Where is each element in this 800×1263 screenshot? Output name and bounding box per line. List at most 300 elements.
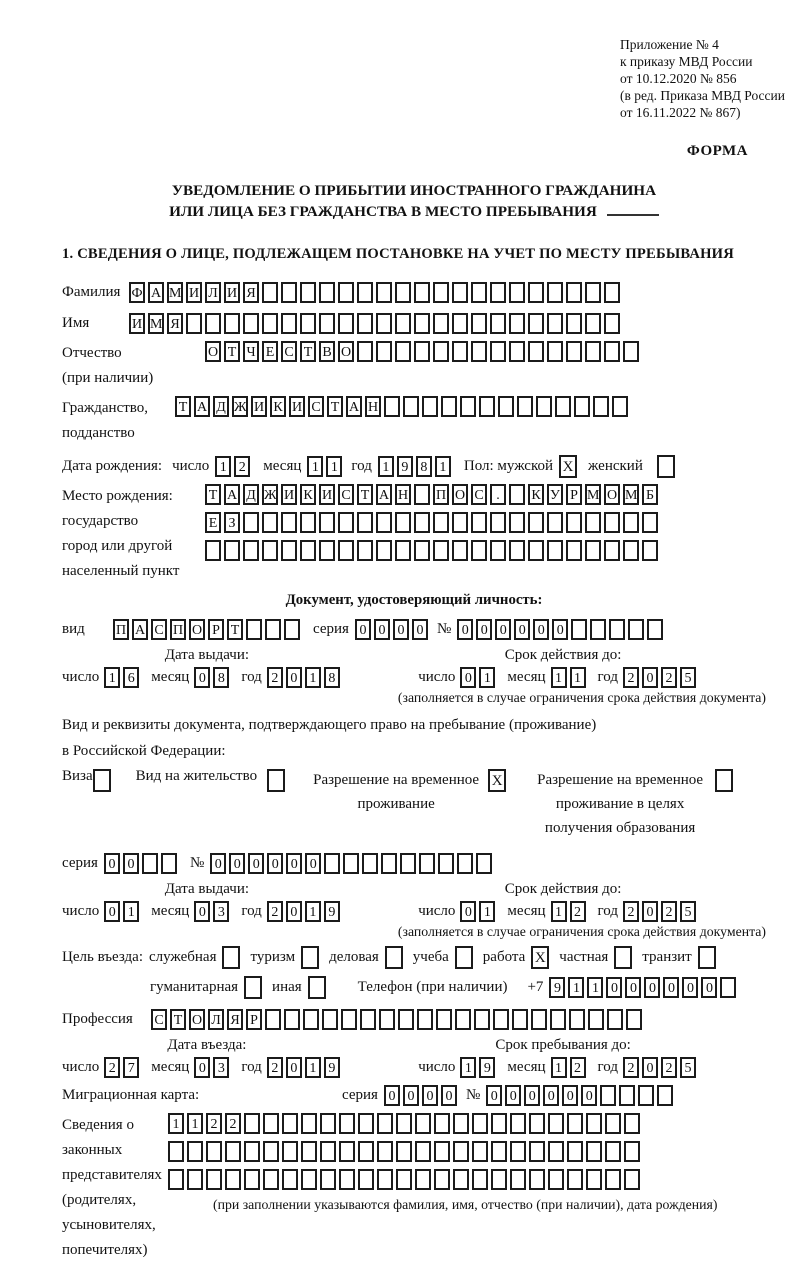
char-box[interactable] bbox=[395, 540, 411, 561]
char-box[interactable]: С bbox=[308, 396, 324, 417]
char-box[interactable] bbox=[142, 853, 158, 874]
char-box[interactable] bbox=[452, 341, 468, 362]
char-box[interactable] bbox=[453, 1169, 469, 1190]
char-box[interactable] bbox=[417, 1009, 433, 1030]
char-box[interactable]: 1 bbox=[435, 456, 451, 477]
char-box[interactable] bbox=[605, 1113, 621, 1134]
char-box[interactable]: 3 bbox=[213, 901, 229, 922]
char-box[interactable]: Ж bbox=[262, 484, 278, 505]
char-box[interactable]: М bbox=[585, 484, 601, 505]
char-box[interactable] bbox=[548, 1141, 564, 1162]
char-box[interactable]: Е bbox=[262, 341, 278, 362]
char-box[interactable]: 9 bbox=[324, 901, 340, 922]
birth-year-cells[interactable] bbox=[378, 456, 454, 477]
char-box[interactable]: 9 bbox=[397, 456, 413, 477]
char-box[interactable]: 0 bbox=[495, 619, 511, 640]
char-box[interactable]: Т bbox=[227, 619, 243, 640]
char-box[interactable] bbox=[301, 1113, 317, 1134]
char-box[interactable] bbox=[588, 1009, 604, 1030]
char-box[interactable] bbox=[491, 1141, 507, 1162]
char-box[interactable]: 1 bbox=[568, 977, 584, 998]
char-box[interactable] bbox=[284, 1009, 300, 1030]
char-box[interactable] bbox=[376, 313, 392, 334]
char-box[interactable] bbox=[624, 1141, 640, 1162]
char-box[interactable] bbox=[547, 512, 563, 533]
char-box[interactable]: 1 bbox=[551, 667, 567, 688]
char-box[interactable]: 1 bbox=[307, 456, 323, 477]
char-box[interactable]: Т bbox=[300, 341, 316, 362]
residence-permit-checkbox[interactable] bbox=[267, 769, 285, 792]
char-box[interactable] bbox=[303, 1009, 319, 1030]
char-box[interactable]: Л bbox=[208, 1009, 224, 1030]
char-box[interactable] bbox=[471, 313, 487, 334]
char-box[interactable] bbox=[322, 1009, 338, 1030]
char-box[interactable] bbox=[604, 512, 620, 533]
citizenship-cells[interactable] bbox=[175, 396, 631, 417]
char-box[interactable]: А bbox=[346, 396, 362, 417]
char-box[interactable] bbox=[604, 341, 620, 362]
char-box[interactable]: 5 bbox=[680, 901, 696, 922]
char-box[interactable] bbox=[419, 853, 435, 874]
char-box[interactable]: 0 bbox=[524, 1085, 540, 1106]
char-box[interactable]: 1 bbox=[305, 901, 321, 922]
char-box[interactable]: 0 bbox=[701, 977, 717, 998]
char-box[interactable]: О bbox=[604, 484, 620, 505]
char-box[interactable]: 0 bbox=[210, 853, 226, 874]
char-box[interactable]: 1 bbox=[215, 456, 231, 477]
char-box[interactable]: 0 bbox=[286, 853, 302, 874]
char-box[interactable] bbox=[396, 1141, 412, 1162]
char-box[interactable]: К bbox=[528, 484, 544, 505]
char-box[interactable]: Е bbox=[205, 512, 221, 533]
char-box[interactable]: А bbox=[148, 282, 164, 303]
char-box[interactable]: А bbox=[132, 619, 148, 640]
residence-issue-year-cells[interactable] bbox=[267, 901, 343, 922]
char-box[interactable] bbox=[301, 1169, 317, 1190]
char-box[interactable] bbox=[377, 1169, 393, 1190]
char-box[interactable]: О bbox=[205, 341, 221, 362]
char-box[interactable] bbox=[187, 1141, 203, 1162]
char-box[interactable] bbox=[623, 512, 639, 533]
char-box[interactable] bbox=[282, 1141, 298, 1162]
char-box[interactable] bbox=[414, 341, 430, 362]
residence-series-cells[interactable] bbox=[104, 853, 180, 874]
char-box[interactable]: 1 bbox=[460, 1057, 476, 1078]
char-box[interactable] bbox=[586, 1141, 602, 1162]
purpose-private-checkbox[interactable] bbox=[614, 946, 632, 969]
char-box[interactable]: В bbox=[319, 341, 335, 362]
char-box[interactable] bbox=[455, 1009, 471, 1030]
char-box[interactable]: 2 bbox=[570, 1057, 586, 1078]
representatives-row1-cells[interactable] bbox=[168, 1113, 717, 1134]
char-box[interactable] bbox=[528, 341, 544, 362]
char-box[interactable] bbox=[243, 540, 259, 561]
char-box[interactable]: 1 bbox=[570, 667, 586, 688]
char-box[interactable]: 2 bbox=[267, 901, 283, 922]
char-box[interactable]: 3 bbox=[213, 1057, 229, 1078]
char-box[interactable] bbox=[472, 1169, 488, 1190]
char-box[interactable]: 0 bbox=[194, 1057, 210, 1078]
char-box[interactable] bbox=[246, 619, 262, 640]
char-box[interactable] bbox=[529, 1169, 545, 1190]
char-box[interactable] bbox=[555, 396, 571, 417]
char-box[interactable]: 0 bbox=[229, 853, 245, 874]
char-box[interactable] bbox=[626, 1009, 642, 1030]
char-box[interactable] bbox=[422, 396, 438, 417]
char-box[interactable]: 2 bbox=[661, 667, 677, 688]
char-box[interactable] bbox=[471, 512, 487, 533]
char-box[interactable]: . bbox=[490, 484, 506, 505]
profession-cells[interactable] bbox=[151, 1009, 645, 1030]
char-box[interactable] bbox=[358, 1169, 374, 1190]
char-box[interactable]: 1 bbox=[479, 667, 495, 688]
char-box[interactable] bbox=[567, 1169, 583, 1190]
birthplace-row1-cells[interactable] bbox=[205, 484, 661, 505]
char-box[interactable] bbox=[381, 853, 397, 874]
issue-day-cells[interactable] bbox=[104, 667, 142, 688]
char-box[interactable]: 1 bbox=[551, 901, 567, 922]
char-box[interactable] bbox=[604, 313, 620, 334]
char-box[interactable]: 0 bbox=[682, 977, 698, 998]
char-box[interactable]: 0 bbox=[505, 1085, 521, 1106]
char-box[interactable] bbox=[528, 540, 544, 561]
purpose-work-checkbox[interactable]: X bbox=[531, 946, 549, 969]
residence-issue-day-cells[interactable] bbox=[104, 901, 142, 922]
char-box[interactable] bbox=[509, 282, 525, 303]
char-box[interactable] bbox=[282, 1169, 298, 1190]
char-box[interactable] bbox=[262, 313, 278, 334]
char-box[interactable]: 0 bbox=[533, 619, 549, 640]
char-box[interactable] bbox=[376, 512, 392, 533]
char-box[interactable] bbox=[452, 282, 468, 303]
char-box[interactable] bbox=[433, 313, 449, 334]
migration-number-cells[interactable] bbox=[486, 1085, 676, 1106]
char-box[interactable]: 0 bbox=[403, 1085, 419, 1106]
char-box[interactable]: 2 bbox=[623, 667, 639, 688]
patronymic-cells[interactable] bbox=[205, 341, 642, 362]
char-box[interactable] bbox=[357, 282, 373, 303]
char-box[interactable]: 8 bbox=[213, 667, 229, 688]
char-box[interactable] bbox=[441, 396, 457, 417]
char-box[interactable] bbox=[647, 619, 663, 640]
char-box[interactable] bbox=[301, 1141, 317, 1162]
char-box[interactable] bbox=[490, 313, 506, 334]
char-box[interactable] bbox=[319, 282, 335, 303]
char-box[interactable] bbox=[471, 341, 487, 362]
char-box[interactable] bbox=[414, 512, 430, 533]
char-box[interactable]: И bbox=[186, 282, 202, 303]
char-box[interactable] bbox=[474, 1009, 490, 1030]
char-box[interactable] bbox=[262, 512, 278, 533]
char-box[interactable]: Я bbox=[243, 282, 259, 303]
char-box[interactable] bbox=[168, 1141, 184, 1162]
char-box[interactable]: Д bbox=[243, 484, 259, 505]
valid-month-cells[interactable] bbox=[551, 667, 589, 688]
char-box[interactable]: 1 bbox=[479, 901, 495, 922]
char-box[interactable] bbox=[338, 313, 354, 334]
char-box[interactable] bbox=[604, 540, 620, 561]
char-box[interactable] bbox=[585, 341, 601, 362]
char-box[interactable]: 0 bbox=[642, 1057, 658, 1078]
entry-year-cells[interactable] bbox=[267, 1057, 343, 1078]
char-box[interactable] bbox=[547, 313, 563, 334]
char-box[interactable] bbox=[657, 1085, 673, 1106]
char-box[interactable] bbox=[414, 484, 430, 505]
char-box[interactable] bbox=[490, 540, 506, 561]
char-box[interactable]: 1 bbox=[168, 1113, 184, 1134]
temp-residence-edu-checkbox[interactable] bbox=[715, 769, 733, 792]
char-box[interactable]: Н bbox=[365, 396, 381, 417]
char-box[interactable] bbox=[438, 853, 454, 874]
char-box[interactable]: 0 bbox=[123, 853, 139, 874]
purpose-humanitarian-checkbox[interactable] bbox=[244, 976, 262, 999]
char-box[interactable] bbox=[600, 1085, 616, 1106]
char-box[interactable]: 6 bbox=[123, 667, 139, 688]
char-box[interactable] bbox=[434, 1113, 450, 1134]
char-box[interactable] bbox=[567, 1141, 583, 1162]
char-box[interactable]: 0 bbox=[562, 1085, 578, 1106]
char-box[interactable] bbox=[320, 1113, 336, 1134]
char-box[interactable] bbox=[453, 1141, 469, 1162]
char-box[interactable] bbox=[569, 1009, 585, 1030]
char-box[interactable] bbox=[224, 540, 240, 561]
char-box[interactable] bbox=[612, 396, 628, 417]
purpose-official-checkbox[interactable] bbox=[222, 946, 240, 969]
char-box[interactable]: 0 bbox=[441, 1085, 457, 1106]
char-box[interactable] bbox=[243, 313, 259, 334]
char-box[interactable]: 1 bbox=[187, 1113, 203, 1134]
char-box[interactable] bbox=[339, 1141, 355, 1162]
char-box[interactable]: 0 bbox=[194, 667, 210, 688]
char-box[interactable] bbox=[609, 619, 625, 640]
female-checkbox[interactable] bbox=[657, 455, 675, 478]
char-box[interactable] bbox=[281, 282, 297, 303]
char-box[interactable] bbox=[415, 1141, 431, 1162]
char-box[interactable] bbox=[472, 1113, 488, 1134]
purpose-tourism-checkbox[interactable] bbox=[301, 946, 319, 969]
char-box[interactable] bbox=[476, 853, 492, 874]
char-box[interactable]: М bbox=[623, 484, 639, 505]
char-box[interactable] bbox=[490, 512, 506, 533]
surname-cells[interactable] bbox=[129, 282, 623, 303]
char-box[interactable]: 2 bbox=[623, 1057, 639, 1078]
char-box[interactable]: И bbox=[251, 396, 267, 417]
firstname-cells[interactable] bbox=[129, 313, 623, 334]
char-box[interactable]: 0 bbox=[460, 901, 476, 922]
char-box[interactable]: 0 bbox=[286, 1057, 302, 1078]
char-box[interactable] bbox=[471, 540, 487, 561]
char-box[interactable]: 2 bbox=[104, 1057, 120, 1078]
char-box[interactable] bbox=[433, 512, 449, 533]
char-box[interactable] bbox=[358, 1113, 374, 1134]
char-box[interactable] bbox=[517, 396, 533, 417]
char-box[interactable]: 2 bbox=[267, 1057, 283, 1078]
char-box[interactable]: С bbox=[151, 1009, 167, 1030]
entry-month-cells[interactable] bbox=[194, 1057, 232, 1078]
char-box[interactable] bbox=[186, 313, 202, 334]
char-box[interactable]: 0 bbox=[104, 853, 120, 874]
stay-year-cells[interactable] bbox=[623, 1057, 699, 1078]
char-box[interactable] bbox=[509, 484, 525, 505]
char-box[interactable]: 0 bbox=[422, 1085, 438, 1106]
char-box[interactable]: С bbox=[281, 341, 297, 362]
char-box[interactable]: 0 bbox=[625, 977, 641, 998]
representatives-row3-cells[interactable] bbox=[168, 1169, 717, 1190]
char-box[interactable]: 0 bbox=[644, 977, 660, 998]
char-box[interactable] bbox=[324, 853, 340, 874]
char-box[interactable]: 9 bbox=[479, 1057, 495, 1078]
valid-day-cells[interactable] bbox=[460, 667, 498, 688]
char-box[interactable] bbox=[339, 1113, 355, 1134]
char-box[interactable]: 8 bbox=[416, 456, 432, 477]
stay-month-cells[interactable] bbox=[551, 1057, 589, 1078]
char-box[interactable] bbox=[376, 540, 392, 561]
char-box[interactable] bbox=[263, 1113, 279, 1134]
char-box[interactable] bbox=[262, 282, 278, 303]
valid-year-cells[interactable] bbox=[623, 667, 699, 688]
char-box[interactable] bbox=[460, 396, 476, 417]
char-box[interactable] bbox=[624, 1113, 640, 1134]
char-box[interactable] bbox=[384, 396, 400, 417]
char-box[interactable] bbox=[457, 853, 473, 874]
char-box[interactable]: 0 bbox=[581, 1085, 597, 1106]
char-box[interactable]: 1 bbox=[378, 456, 394, 477]
issue-month-cells[interactable] bbox=[194, 667, 232, 688]
char-box[interactable] bbox=[281, 313, 297, 334]
char-box[interactable]: О bbox=[189, 1009, 205, 1030]
char-box[interactable]: 0 bbox=[514, 619, 530, 640]
char-box[interactable]: 1 bbox=[551, 1057, 567, 1078]
char-box[interactable]: 2 bbox=[267, 667, 283, 688]
char-box[interactable]: С bbox=[471, 484, 487, 505]
residence-valid-day-cells[interactable] bbox=[460, 901, 498, 922]
char-box[interactable]: Я bbox=[167, 313, 183, 334]
char-box[interactable]: 0 bbox=[104, 901, 120, 922]
char-box[interactable] bbox=[362, 853, 378, 874]
char-box[interactable] bbox=[395, 313, 411, 334]
char-box[interactable]: Ж bbox=[232, 396, 248, 417]
char-box[interactable]: А bbox=[376, 484, 392, 505]
char-box[interactable]: П bbox=[433, 484, 449, 505]
char-box[interactable] bbox=[224, 313, 240, 334]
char-box[interactable] bbox=[168, 1169, 184, 1190]
char-box[interactable] bbox=[225, 1141, 241, 1162]
char-box[interactable]: 1 bbox=[305, 1057, 321, 1078]
char-box[interactable] bbox=[377, 1113, 393, 1134]
char-box[interactable] bbox=[536, 396, 552, 417]
char-box[interactable] bbox=[547, 282, 563, 303]
char-box[interactable] bbox=[566, 313, 582, 334]
char-box[interactable]: 2 bbox=[234, 456, 250, 477]
residence-valid-year-cells[interactable] bbox=[623, 901, 699, 922]
char-box[interactable] bbox=[623, 540, 639, 561]
char-box[interactable] bbox=[547, 540, 563, 561]
char-box[interactable]: 0 bbox=[248, 853, 264, 874]
char-box[interactable] bbox=[452, 512, 468, 533]
char-box[interactable] bbox=[619, 1085, 635, 1106]
char-box[interactable] bbox=[281, 540, 297, 561]
char-box[interactable]: 2 bbox=[661, 1057, 677, 1078]
char-box[interactable]: Р bbox=[246, 1009, 262, 1030]
char-box[interactable] bbox=[357, 341, 373, 362]
char-box[interactable]: 1 bbox=[587, 977, 603, 998]
char-box[interactable]: Т bbox=[170, 1009, 186, 1030]
char-box[interactable]: Р bbox=[566, 484, 582, 505]
visa-checkbox[interactable] bbox=[93, 769, 111, 792]
birthplace-row3-cells[interactable] bbox=[205, 540, 661, 561]
char-box[interactable]: Д bbox=[213, 396, 229, 417]
char-box[interactable]: 0 bbox=[384, 1085, 400, 1106]
char-box[interactable] bbox=[512, 1009, 528, 1030]
char-box[interactable] bbox=[339, 1169, 355, 1190]
char-box[interactable] bbox=[509, 512, 525, 533]
char-box[interactable] bbox=[414, 540, 430, 561]
doc-type-cells[interactable] bbox=[113, 619, 303, 640]
char-box[interactable] bbox=[395, 512, 411, 533]
char-box[interactable] bbox=[585, 313, 601, 334]
residence-issue-month-cells[interactable] bbox=[194, 901, 232, 922]
char-box[interactable] bbox=[585, 540, 601, 561]
char-box[interactable] bbox=[415, 1169, 431, 1190]
char-box[interactable] bbox=[571, 619, 587, 640]
char-box[interactable] bbox=[187, 1169, 203, 1190]
char-box[interactable]: 0 bbox=[552, 619, 568, 640]
char-box[interactable] bbox=[638, 1085, 654, 1106]
char-box[interactable]: 0 bbox=[194, 901, 210, 922]
purpose-business-checkbox[interactable] bbox=[385, 946, 403, 969]
char-box[interactable] bbox=[529, 1113, 545, 1134]
char-box[interactable] bbox=[585, 282, 601, 303]
char-box[interactable] bbox=[491, 1113, 507, 1134]
char-box[interactable] bbox=[243, 512, 259, 533]
char-box[interactable] bbox=[566, 341, 582, 362]
char-box[interactable] bbox=[338, 512, 354, 533]
char-box[interactable] bbox=[586, 1169, 602, 1190]
char-box[interactable] bbox=[452, 313, 468, 334]
stay-day-cells[interactable] bbox=[460, 1057, 498, 1078]
char-box[interactable]: Т bbox=[224, 341, 240, 362]
birth-month-cells[interactable] bbox=[307, 456, 345, 477]
char-box[interactable] bbox=[341, 1009, 357, 1030]
char-box[interactable]: А bbox=[224, 484, 240, 505]
char-box[interactable]: З bbox=[224, 512, 240, 533]
char-box[interactable] bbox=[357, 512, 373, 533]
char-box[interactable]: П bbox=[170, 619, 186, 640]
char-box[interactable] bbox=[566, 540, 582, 561]
char-box[interactable] bbox=[548, 1169, 564, 1190]
char-box[interactable] bbox=[607, 1009, 623, 1030]
char-box[interactable]: 0 bbox=[486, 1085, 502, 1106]
char-box[interactable] bbox=[396, 1113, 412, 1134]
char-box[interactable]: 7 bbox=[123, 1057, 139, 1078]
char-box[interactable] bbox=[320, 1141, 336, 1162]
char-box[interactable]: 2 bbox=[206, 1113, 222, 1134]
char-box[interactable] bbox=[433, 282, 449, 303]
char-box[interactable]: 0 bbox=[286, 901, 302, 922]
char-box[interactable] bbox=[414, 282, 430, 303]
char-box[interactable] bbox=[282, 1113, 298, 1134]
char-box[interactable] bbox=[472, 1141, 488, 1162]
char-box[interactable] bbox=[471, 282, 487, 303]
char-box[interactable]: 0 bbox=[663, 977, 679, 998]
char-box[interactable] bbox=[491, 1169, 507, 1190]
char-box[interactable]: 0 bbox=[460, 667, 476, 688]
char-box[interactable] bbox=[567, 1113, 583, 1134]
char-box[interactable] bbox=[490, 282, 506, 303]
char-box[interactable] bbox=[528, 282, 544, 303]
residence-number-cells[interactable] bbox=[210, 853, 495, 874]
char-box[interactable]: Ф bbox=[129, 282, 145, 303]
